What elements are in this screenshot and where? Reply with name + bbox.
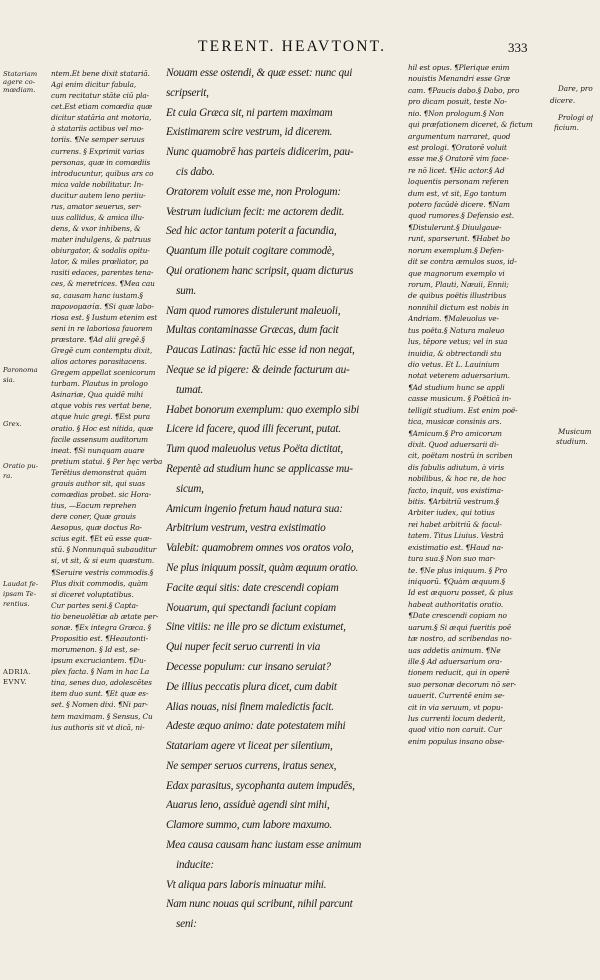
marginal-note: EVNV.: [3, 678, 28, 686]
commentary-line: Cur partes seni.§ Capta-: [51, 600, 139, 610]
commentary-line: obiurgator, & sodalis opitu-: [51, 246, 150, 256]
marginal-note: Musicum: [558, 428, 592, 436]
commentary-line: ¶Distulerunt.§ Diuulgaue-: [408, 222, 502, 232]
commentary-line: tica, musicæ consinis ars.: [408, 417, 502, 427]
commentary-line: Plus dixit commodis, quàm: [51, 578, 148, 588]
verse-text: [166, 64, 406, 935]
commentary-line: pretium statui. § Per hęc verba: [51, 456, 163, 466]
commentary-line: loquentis personam referen: [408, 177, 509, 187]
commentary-line: introducuntur, quibus ars co: [51, 168, 154, 178]
commentary-line: ¶Seruire vestris commodis.§: [51, 567, 154, 577]
commentary-line: toriis. ¶Ne semper seruus: [51, 135, 145, 145]
marginal-note: dicere.: [550, 97, 576, 105]
commentary-line: cit, poëtam nostrū in scriben: [408, 451, 513, 461]
commentary-line: facile assensum auditorum: [51, 434, 148, 444]
commentary-line: Arbiter iudex, qui totius: [408, 508, 495, 518]
commentary-line: Asinariæ, Qua quidē mihi: [51, 390, 143, 400]
marginal-note: Paronoma: [3, 366, 38, 374]
commentary-line: quod vitio non caruit. Cur: [408, 725, 502, 735]
commentary-line: Agi enim dicitur fabula,: [51, 80, 137, 90]
verse-line: sum.: [176, 284, 197, 297]
verse-line: Alias nouas, nisi finem maledictis facit.: [166, 700, 334, 713]
commentary-line: atque vobis res vertat bene,: [51, 401, 152, 411]
commentary-line: nonnihil dictum est nobis in: [408, 302, 509, 312]
commentary-line: dere coner, Quæ grauis: [51, 512, 136, 522]
marginal-note: Laudat fe-: [3, 580, 39, 588]
commentary-line: tio beneuolētiæ ab ætate per-: [51, 611, 159, 621]
verse-line: Neque se id pigere: & deinde facturum au-: [166, 363, 350, 376]
left-commentary: [51, 68, 169, 733]
verse-line: Edax parasitus, sycophanta autem impudēs,: [166, 779, 355, 792]
verse-line: Sine vitiis: ne ille pro se dictum existumet,: [166, 621, 346, 634]
commentary-line: nobilibus, & hoc re, de hoc: [408, 474, 506, 484]
verse-line: Ne plus iniquum possit, quàm æquum oratio.: [166, 561, 359, 574]
commentary-line: ineat. ¶Si nunquam auare: [51, 445, 145, 455]
commentary-line: hil est opus. ¶Plerique enim: [408, 63, 510, 72]
verse-line: Auarus leno, assiduè agendi sint mihi,: [166, 799, 330, 812]
commentary-line: sonæ. ¶Ex integra Græca. §: [51, 622, 152, 632]
commentary-line: ¶Date crescendi copiam no: [408, 611, 507, 621]
verse-line: Ne semper seruos currens, iratus senex,: [166, 759, 337, 772]
commentary-line: stū. § Nonnunquā subauditur: [51, 545, 157, 555]
verse-line: Multas contaminasse Græcas, dum facit: [166, 324, 339, 337]
verse-line: Mea causa causam hanc iustam esse animum: [166, 839, 362, 852]
running-head: TERENT. HEAVTONT.: [198, 38, 387, 55]
marginal-note: Grex.: [3, 420, 22, 428]
commentary-line: cam. ¶Paucis dabo.§ Dabo, pro: [408, 85, 520, 95]
commentary-line: à statariis actibus vel mo-: [51, 124, 144, 134]
verse-line: Nouarum, qui spectandi faciunt copiam: [166, 601, 336, 614]
marginal-note: mœdiam.: [3, 86, 36, 94]
commentary-line: de quibus poëtis illustribus: [408, 291, 507, 301]
page-number: 333: [508, 40, 528, 55]
commentary-line: Propositio est. ¶Heautonti-: [51, 633, 148, 643]
commentary-line: dio vetus. Et L. Lauinium: [408, 359, 500, 369]
commentary-line: Aesopus, quæ doctus Ro-: [51, 523, 142, 533]
commentary-line: personas, quæ in comœdiis: [51, 157, 151, 167]
commentary-line: ius authoris sit vt dicā, ni-: [51, 722, 145, 732]
commentary-line: ipsum excruciantem. ¶Du-: [51, 656, 146, 666]
commentary-line: tina, senes duo, adolescētes: [51, 678, 152, 688]
commentary-line: cum recitatur stāte ciū pla-: [51, 91, 150, 101]
verse-line: Nouam esse ostendi, & quæ esset: nunc qui: [166, 67, 353, 79]
marginal-note: ficium.: [554, 124, 579, 132]
marginal-note: agere co-: [3, 78, 36, 86]
commentary-line: nio. ¶Non prologum.§ Non: [408, 108, 504, 118]
verse-line: Clamore summo, cum labore maxumo.: [166, 819, 332, 832]
commentary-line: Gregem appellat scenicorum: [51, 368, 156, 378]
commentary-line: dicitur statāria ant motoria,: [51, 113, 152, 123]
commentary-line: si, vt sit, & si eum quæstum.: [51, 556, 155, 566]
commentary-line: Gregē cum contemptu dixit,: [51, 345, 153, 355]
commentary-line: que magnorum exemplo vi: [408, 268, 505, 278]
commentary-line: cit in via seruum, vt popu-: [408, 702, 503, 712]
commentary-line: set. § Nomen dixi. ¶Ni par-: [51, 700, 148, 710]
marginal-note: ra.: [3, 472, 13, 480]
verse-line: Paucas Latinas: factū hic esse id non negat,: [166, 344, 355, 357]
commentary-line: sa, causam hanc iustam.§: [51, 290, 143, 300]
commentary-line: plex facta. § Nam in hac La: [51, 667, 150, 677]
commentary-line: habeat authoritatis oratio.: [408, 599, 504, 609]
verse-line: tumat.: [176, 383, 204, 396]
commentary-line: esse me.§ Oratorē vim face-: [408, 154, 509, 164]
commentary-line: cet.Est etiam comœdia quæ: [51, 102, 153, 112]
verse-line: sicum,: [176, 482, 204, 495]
commentary-line: est prologi. ¶Oratorē voluit: [408, 142, 507, 152]
verse-line: Qui nuper fecit seruo currenti in via: [166, 641, 321, 654]
verse-line: Amicum ingenio fretum haud natura sua:: [166, 502, 343, 515]
commentary-line: alios actores parasitacens.: [51, 357, 147, 367]
marginal-note: Prologi of: [558, 114, 594, 122]
verse-line: Vt aliqua pars laboris minuatur mihi.: [166, 878, 327, 891]
commentary-line: lator, & miles prœliator, pa: [51, 257, 149, 267]
commentary-line: comœdias probet. sic Hora-: [51, 489, 152, 499]
commentary-line: rei habet arbitriū & facul-: [408, 519, 502, 529]
verse-line: scripserit,: [166, 86, 209, 99]
right-commentary: [408, 62, 560, 747]
verse-line: Sed hic actor tantum poterit a facundia,: [166, 225, 337, 238]
commentary-line: mica valde nobilitatur. In-: [51, 179, 144, 189]
commentary-line: dixit. Quod aduersarii di-: [408, 439, 499, 449]
marginal-note: Dare, pro: [558, 85, 593, 93]
commentary-line: rorum, Plauti, Næuii, Ennii;: [408, 280, 509, 290]
verse-line: Nam nunc nouas qui scribunt, nihil parcunt: [166, 898, 353, 911]
verse-line: De illius peccatis plura dicet, cum dabit: [166, 680, 337, 693]
verse-line: inducite:: [176, 858, 214, 871]
commentary-line: ¶Ad studium hunc se appli: [408, 382, 505, 392]
commentary-line: argumentum narraret, quod: [408, 131, 511, 141]
verse-line: Licere id facere, quod illi fecerunt, putat.: [166, 423, 341, 436]
verse-line: Adeste æquo animo: date potestatem mihi: [166, 720, 346, 733]
commentary-line: facto, inquit, vos existima-: [408, 485, 504, 495]
commentary-line: turbam. Plautus in prologo: [51, 379, 148, 389]
commentary-line: casse musicum. § Poëticā in-: [408, 394, 512, 404]
commentary-line: tius, —Eacum reprehen: [51, 501, 137, 511]
commentary-line: dis fabulis adiutum, à viris: [408, 462, 504, 472]
verse-line: Tum quod maleuolus vetus Poëta dictitat,: [166, 443, 344, 456]
commentary-line: item duo sunt. ¶Et quæ es-: [51, 689, 149, 699]
commentary-line: atque huic gregi. ¶Est pura: [51, 412, 151, 422]
commentary-line: seni in re laboriosa fauorem: [51, 323, 153, 333]
commentary-line: telligit studium. Est enim poë-: [408, 405, 518, 415]
verse-line: cis dabo.: [176, 165, 215, 178]
commentary-line: Id est æquoru posset, & plus: [408, 588, 513, 598]
verse-line: Valebit: quamobrem omnes vos oratos volo,: [166, 542, 354, 555]
verse-line: Nunc quamobrē has parteis didicerim, pau-: [166, 146, 354, 159]
commentary-line: notat veterem aduersarium.: [408, 371, 510, 381]
commentary-line: oratio. § Hoc est nitida, quæ: [51, 423, 154, 433]
commentary-line: bitis. ¶Arbitriū vestrum.§: [408, 497, 500, 507]
commentary-line: existimatio est. ¶Haud na-: [408, 542, 504, 552]
verse-line: Arbitrium vestrum, vestra existimatio: [166, 522, 326, 535]
verse-line: Oratorem voluit esse me, non Prologum:: [166, 185, 341, 198]
commentary-line: pro dicam posuit, teste No-: [408, 97, 507, 107]
commentary-line: ducitur autem leno periiu-: [51, 190, 146, 200]
commentary-line: runt, sparserunt. ¶Habet bo: [408, 234, 510, 244]
commentary-line: ille.§ Ad aduersarium ora-: [408, 656, 502, 666]
commentary-line: tem maximam. § Sensus, Cu: [51, 711, 153, 721]
commentary-line: norum exemplum.§ Defen-: [408, 245, 504, 255]
verse-line: Quantum ille potuit cogitare commodè,: [166, 245, 335, 258]
commentary-line: uus callidus, & amica illu-: [51, 213, 145, 223]
commentary-line: Terētius demonstrat quām: [51, 467, 147, 477]
verse-line: Vestrum iudicium fecit: me actorem dedit.: [166, 205, 345, 218]
commentary-line: lus, tēpore vetus; vel in sua: [408, 337, 508, 347]
marginal-note: studium.: [556, 438, 588, 446]
commentary-line: tæ nostro, ad scribendas no-: [408, 634, 512, 644]
commentary-line: ¶Amicum.§ Pro amicorum: [408, 428, 502, 438]
commentary-line: tura sua.§ Non suo mar-: [408, 554, 496, 564]
commentary-line: enim populus insano obse-: [408, 736, 505, 746]
commentary-line: ntem.Et bene dixit statariā.: [51, 69, 150, 78]
commentary-line: uas addetis animum. ¶Ne: [408, 645, 501, 655]
verse-line: Repentè ad studium hunc se applicasse mu-: [166, 462, 353, 475]
commentary-line: re nō licet. ¶Hic actor.§ Ad: [408, 165, 505, 175]
commentary-line: potero facūdè dicere. ¶Nam: [408, 200, 510, 210]
marginal-note: ipsam Te-: [3, 590, 36, 598]
commentary-line: nouistis Menandri esse Græ: [408, 74, 511, 84]
commentary-line: tatem. Titus Liuius. Vestrā: [408, 531, 504, 541]
commentary-line: tus poëta.§ Natura maleuo: [408, 325, 505, 335]
commentary-line: uarum.§ Si æqui fueritis poē: [408, 622, 512, 632]
verse-line: Nam quod rumores distulerunt maleuoli,: [166, 304, 341, 317]
verse-line: seni:: [176, 918, 197, 931]
commentary-line: παρονομασία. ¶Si quæ labo-: [51, 301, 154, 311]
commentary-line: mater indulgens, & patruus: [51, 235, 151, 245]
marginal-note: ADRIA.: [3, 668, 32, 676]
commentary-line: dens, & vxor inhibens, &: [51, 224, 141, 234]
commentary-line: rus, amator seuerus, ser-: [51, 201, 142, 211]
commentary-line: si diceret voluptatibus.: [51, 589, 134, 599]
marginal-note: rentius.: [3, 600, 30, 608]
commentary-line: dit se contra æmulos suos, id-: [408, 257, 517, 267]
commentary-line: ces, & meretrices. ¶Mea cau: [51, 279, 155, 289]
verse-line: Et cuia Græca sit, ni partem maximam: [166, 106, 333, 119]
commentary-line: præstare. ¶Ad alii gregē.§: [51, 334, 145, 344]
commentary-line: tionem reducit, qui in operē: [408, 668, 510, 678]
commentary-line: riosa est. § Iustum etenim est: [51, 312, 158, 322]
commentary-line: Andriam. ¶Maleuolus ve-: [408, 314, 499, 324]
commentary-line: dum est, vt sit, Ego tantum: [408, 188, 507, 198]
marginal-note: Statariam: [3, 70, 38, 78]
commentary-line: quod rumores.§ Defensio est.: [408, 211, 514, 221]
commentary-line: inuidia, & obtrectandi stu: [408, 348, 502, 358]
marginal-note: Oratio pu-: [3, 462, 39, 470]
commentary-line: morumenon. § Id est, se-: [51, 645, 140, 655]
commentary-line: rasiti edaces, parentes tena-: [51, 268, 154, 278]
commentary-line: currens. § Exprimit varias: [51, 146, 145, 156]
commentary-line: lus currenti locum dederit,: [408, 714, 506, 724]
verse-line: Facite æqui sitis: date crescendi copiam: [166, 581, 339, 594]
verse-line: Decesse populum: cur insano seruiat?: [166, 660, 331, 673]
verse-line: Habet bonorum exemplum: quo exemplo sibi: [166, 403, 359, 416]
commentary-line: te. ¶Ne plus iniquum. § Pro: [408, 565, 508, 575]
verse-line: Existimarem scire vestrum, id dicerem.: [166, 126, 333, 139]
marginal-note: sia.: [3, 376, 15, 384]
commentary-line: qui præfationem diceret, & fictum: [408, 120, 533, 130]
verse-line: Statariam agere vt liceat per silentium,: [166, 740, 333, 753]
verse-line: Qui orationem hanc scripsit, quam dicturus: [166, 264, 354, 277]
commentary-line: iniquorū. ¶Quàm æquum.§: [408, 576, 506, 586]
commentary-line: suo personæ decorum nō ser-: [408, 679, 516, 689]
commentary-line: grauis author sit, qui suas: [51, 478, 146, 488]
commentary-line: scius egit. ¶Et eū esse quæ-: [51, 534, 152, 544]
commentary-line: uauerit. Currentē enim se-: [408, 691, 505, 701]
